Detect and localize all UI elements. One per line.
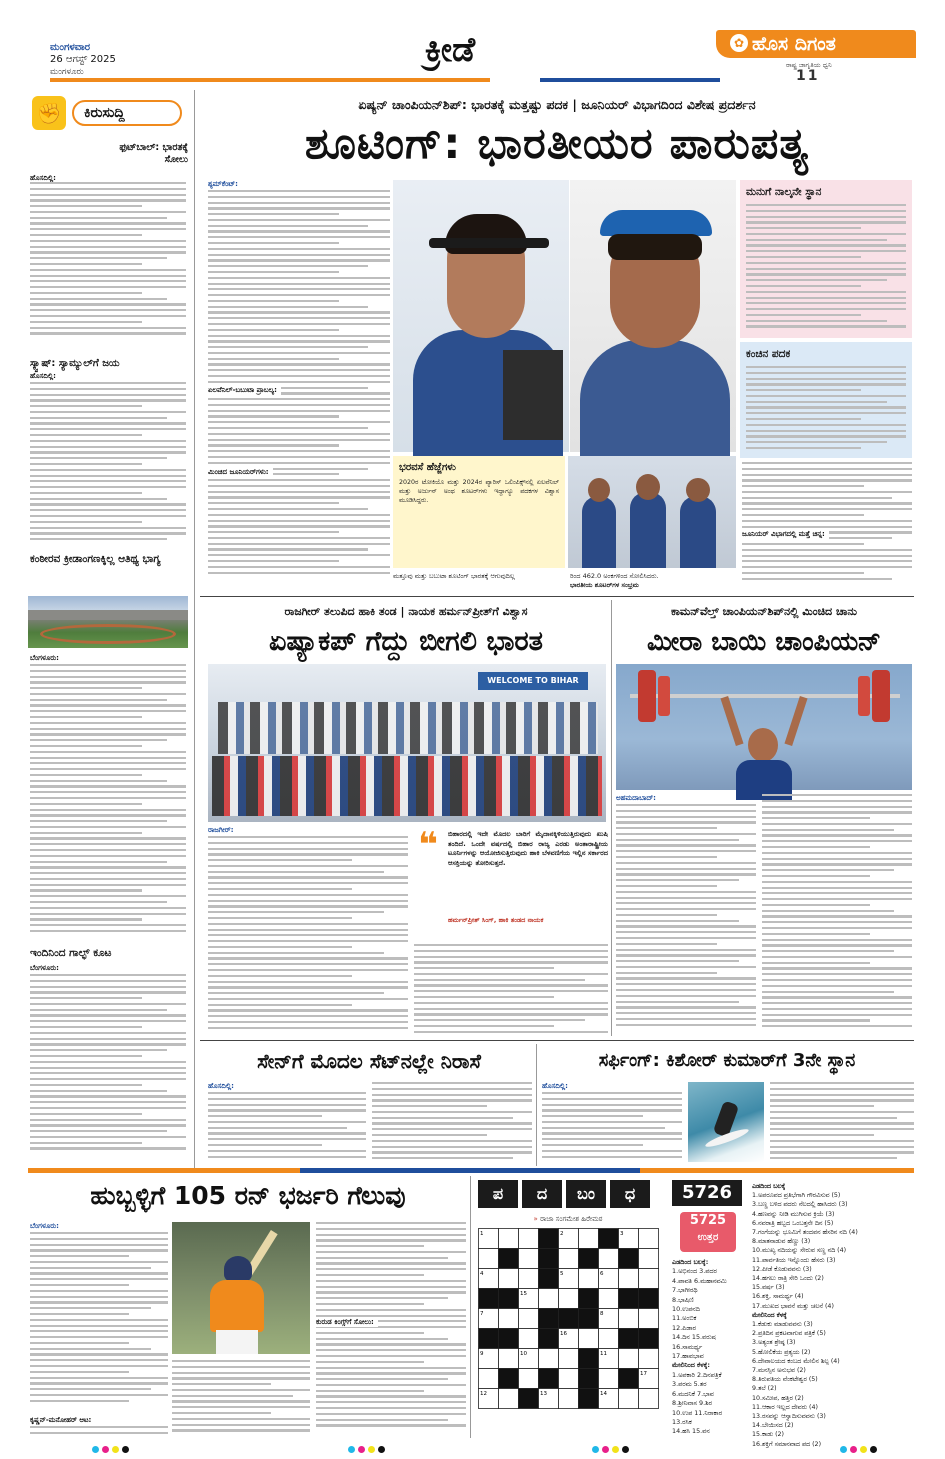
crossword-black-cell [539, 1269, 559, 1289]
shooter-female-cap [600, 210, 712, 236]
section-title: ಕ್ರೀಡೆ [424, 30, 476, 70]
cricket-body-col-1b [30, 1426, 168, 1436]
fist-icon: ✊ [32, 96, 66, 130]
crossword-cell [519, 1309, 539, 1329]
clue-line: 14.ಬೇಯಿಸದ (2) [752, 1422, 794, 1430]
separator-orange [28, 1168, 300, 1173]
crossword-cell [519, 1229, 539, 1249]
answer-line: 11.ಅಂಬಿಕ [672, 1314, 697, 1323]
crossword-cell [519, 1369, 539, 1389]
answer-line: 1.ಅಭಿನಂದ 3.ಪದರ [672, 1267, 717, 1276]
lead-kicker: ಏಷ್ಯನ್ ಚಾಂಪಿಯನ್‌ಶಿಪ್: ಭಾರತಕ್ಕೆ ಮತ್ತಷ್ಟು ಪದಕ | ಜೂನಿಯರ್ ವಿಭಾಗದಿಂದ ವಿಶೇಷ ಪ್ರದರ್ಶನ [358, 97, 756, 112]
shooter-b [630, 492, 666, 568]
answers-list [672, 1258, 750, 1437]
tennis-body-col-2 [372, 1082, 532, 1164]
crossword-cell [559, 1289, 579, 1309]
clue-line: 16.ಶಕ್ತಿಗೆ ಸಮಾನವಾದ ಪದ (2) [752, 1440, 822, 1448]
crossword-cell [559, 1249, 579, 1269]
crossword-cell [639, 1229, 659, 1249]
puzzle-title-letter: ಬಂ [566, 1180, 606, 1208]
answer-line: 16.ಸಾಮರ್ಥ್ಯ [672, 1342, 703, 1351]
team-celebration-photo [568, 456, 736, 568]
shooter-female-body [580, 340, 730, 460]
answer-line: 1.ಅಪಕಾರಿ 2.ದಿನಪತ್ರಿಕೆ [672, 1370, 722, 1379]
crossword-grid [478, 1228, 658, 1412]
shooter-male-visor [429, 238, 549, 248]
crossword-clue-number: 15 [520, 1291, 527, 1297]
cmyk-marks-4 [840, 1446, 877, 1453]
crossword-black-cell [519, 1389, 539, 1409]
side-box-bronze-title: ಕಂಚಿನ ಪದಕ [746, 348, 791, 360]
clue-line: 14.ಹಗಲು ರಾತ್ರಿ ಸೇರಿ ಒಂದು (2) [752, 1275, 824, 1283]
crossword-black-cell [539, 1229, 559, 1249]
crossword-cell [539, 1289, 559, 1309]
separator-blue [300, 1168, 640, 1173]
hockey-headline: ಏಷ್ಯಾಕಪ್ ಗೆದ್ದು ಬೀಗಲಿ ಭಾರತ [269, 626, 543, 657]
crossword-cell [639, 1349, 659, 1369]
answer-line: 8.ಭಾಷಿಣಿ [672, 1295, 694, 1304]
crossword-black-cell [539, 1249, 559, 1269]
stadium-track [40, 624, 176, 644]
city: ಮಂಗಳೂರು [50, 67, 84, 77]
cricketer-jersey [210, 1280, 264, 1332]
crossword-black-cell [639, 1289, 659, 1309]
answer-badge [680, 1212, 736, 1252]
cmyk-marks-1 [92, 1446, 129, 1453]
crossword-clue-number: 1 [480, 1231, 484, 1237]
cricket-subhead-2: ಕುರುಡ ಕಿಂಗ್ಸ್‌ಗೆ ಸೋಲು: [316, 1318, 378, 1327]
quote-author: ಹರ್ಮನ್‌ಪ್ರೀತ್ ಸಿಂಗ್, ಹಾಕಿ ತಂಡದ ನಾಯಕ [448, 916, 544, 924]
clue-line: ಎಡದಿಂದ ಬಲಕ್ಕೆ [752, 1183, 786, 1190]
crossword-cell [619, 1309, 639, 1329]
answer-line: 8.ಶ್ರೀನಿವಾಸ 9.ಶಿರ [672, 1399, 713, 1408]
clue-line: 10.ಸಮೀಪ, ಹತ್ತಿರ (2) [752, 1394, 804, 1402]
crossword-black-cell [619, 1329, 639, 1349]
crossword-cell [599, 1329, 619, 1349]
welcome-banner: WELCOME TO BIHAR [478, 672, 588, 690]
answer-line: 7.ಭಾಗೀರಥಿ [672, 1286, 698, 1295]
clue-line: 9.ತಲೆ (2) [752, 1385, 777, 1393]
masthead [0, 0, 945, 90]
crossword-black-cell [579, 1349, 599, 1369]
crossword-black-cell [599, 1229, 619, 1249]
puzzle-title-letter: ಪ [478, 1180, 518, 1208]
box-highlights-title: ಭರವಸೆ ಹೆಜ್ಜೆಗಳು [399, 462, 456, 473]
clue-line: 11.ಪಾರ್ವತಿಯ ಇನ್ನೊಂದು ಹೆಸರು (3) [752, 1256, 836, 1264]
team-front-row [212, 756, 602, 816]
crossword-cell [579, 1269, 599, 1289]
tennis-dateline: ಹೊಸದಿಲ್ಲಿ: [208, 1082, 234, 1090]
quote-mark-icon: ❝ [418, 825, 438, 865]
lead-headline: ಶೂಟಿಂಗ್: ಭಾರತೀಯರ ಪಾರುಪತ್ಯ [304, 119, 810, 169]
shooter-female-photo [570, 180, 736, 452]
crossword-black-cell [579, 1289, 599, 1309]
answer-line: 10.ಉಪನದಿ [672, 1305, 700, 1314]
cricket-body-col-3 [316, 1222, 466, 1436]
clue-line: ಮೇಲಿನಿಂದ ಕೆಳಕ್ಕೆ [752, 1311, 787, 1319]
crossword-cell [519, 1329, 539, 1349]
answer-line: 10.ಉಪ 11.ನಿರಾಕಾರ [672, 1408, 723, 1417]
plate-left-inner [658, 676, 670, 716]
surfing-body-col-2 [770, 1082, 914, 1164]
crossword-black-cell [619, 1289, 639, 1309]
crossword-cell [499, 1349, 519, 1369]
brief-2-body [30, 382, 186, 546]
side-box-manu-body [746, 204, 906, 334]
stadium-stand [28, 610, 188, 620]
crossword-clue-number: 10 [520, 1351, 527, 1357]
crossword-clue-number: 14 [600, 1391, 607, 1397]
crossword-black-cell [619, 1249, 639, 1269]
surfing-body-col-1 [542, 1092, 682, 1164]
crossword-cell [619, 1389, 639, 1409]
answer-line: 14.ಹಸಿ 15.ವನ [672, 1427, 710, 1436]
crossword-clue-number: 11 [600, 1351, 607, 1357]
lifter-head [748, 728, 778, 762]
side-box-bronze-body [746, 366, 906, 454]
sidebar [28, 90, 188, 1170]
brief-2-lead: ಹೊಸದಿಲ್ಲಿ: [30, 372, 56, 380]
clue-line: 6.ದೇವಾಲಯದ ಕಂಬದ ಮೇಲಿನ ಶಿಲ್ಪ (4) [752, 1357, 840, 1365]
clue-line: 5.ಹೋಲಿಕೆಯ ಪ್ರತ್ಯಯ (2) [752, 1348, 811, 1356]
crossword-cell [559, 1369, 579, 1389]
clue-line: 15.ವರ್ಷ (3) [752, 1284, 785, 1292]
brief-3-lead: ಬೆಂಗಳೂರು: [30, 654, 59, 662]
lifter-arm-right [784, 696, 807, 746]
crossword-cell [519, 1249, 539, 1269]
crossword-black-cell [499, 1369, 519, 1389]
rifle-stock [503, 350, 563, 440]
crossword-cell [619, 1269, 639, 1289]
puzzle-number: 5726 [672, 1180, 742, 1206]
sidebar-label: ಕಿರುಸುದ್ದಿ [84, 105, 125, 121]
hockey-body-col-1 [208, 836, 408, 1034]
crossword-cell [499, 1389, 519, 1409]
clue-line: 7.ಮನಸ್ಸಿನ ಅನುಭವ (2) [752, 1367, 806, 1375]
team-back-row [218, 702, 598, 754]
crossword-cell [559, 1349, 579, 1369]
crossword-cell [579, 1329, 599, 1349]
paper-name: ಹೊಸ ದಿಗಂತ [752, 33, 836, 55]
crossword-black-cell [499, 1249, 519, 1269]
stadium-photo [28, 596, 188, 648]
crossword-cell [639, 1269, 659, 1289]
clue-line: 8.ಮಾತನಾಡುವ ಹೆಣ್ಣು (3) [752, 1238, 811, 1246]
crossword-black-cell [579, 1249, 599, 1269]
separator-orange-2 [640, 1168, 914, 1173]
clue-line: 1.ಕೆಡುಕು ಮಾಡುವವನು (3) [752, 1321, 813, 1329]
side-box-manu [740, 180, 912, 338]
weightlifter-photo [616, 664, 912, 790]
team-photo-caption: ಭಾರತೀಯ ಶೂಟರ್‌ಗಳ ಸಂಭ್ರಮ [570, 581, 639, 589]
answer-line: ಎಡದಿಂದ ಬಲಕ್ಕೆ: [672, 1258, 709, 1266]
lead-bottom-line-left: ಮತ್ತೂವು ಮತ್ತು ಬಬುಟಾ ಶೂಟಿಂಗ್ ಭಾರತಕ್ಕೆ ಆಗುವುದಿಲ್ಲ [393, 572, 515, 580]
brief-1-title: ಫುಟ್‌ಬಾಲ್: ಭಾರತಕ್ಕೆ ಸೋಲು [119, 142, 188, 165]
tennis-headline: ಸೇನ್‌ಗೆ ಮೊದಲ ಸೆಟ್‌ನಲ್ಲೇ ನಿರಾಸೆ [257, 1049, 481, 1073]
page-orange-strip-left [50, 78, 490, 82]
shooter-male-photo [393, 180, 569, 452]
cricketer-photo [172, 1222, 310, 1354]
plate-left-outer [638, 670, 656, 722]
lotus-icon: ✿ [730, 34, 748, 52]
puzzle-title [478, 1180, 658, 1210]
weightlifting-kicker: ಕಾಮನ್‌ವೆಲ್ತ್ ಚಾಂಪಿಯನ್‌ಶಿಪ್‌ನಲ್ಲಿ ಮಿಂಚಿದ ಚಾನು [671, 605, 857, 618]
paper-tagline: ರಾಷ್ಟ್ರ ಜಾಗೃತಿಯ ಧ್ವನಿ [786, 61, 832, 69]
crossword-cell [559, 1389, 579, 1409]
weightlifting-headline: ಮೀರಾ ಬಾಯಿ ಚಾಂಪಿಯನ್ [646, 627, 882, 657]
clue-line: 2.ಪ್ರತಿದಿನ ಪ್ರಕಟವಾಗುವ ಪತ್ರಿಕೆ (5) [752, 1330, 826, 1338]
crossword-black-cell [539, 1369, 559, 1389]
brief-1-lead: ಹೊಸದಿಲ್ಲಿ: [30, 174, 56, 182]
brief-4-title: ಇಂದಿನಿಂದ ಗಾಲ್ಫ್ ಕೂಟ [30, 947, 112, 959]
crossword-black-cell [639, 1329, 659, 1349]
surfing-dateline: ಹೊಸದಿಲ್ಲಿ: [542, 1082, 568, 1090]
crossword-clue-number: 13 [540, 1391, 547, 1397]
brief-3-body [30, 664, 186, 942]
crossword-clue-number: 7 [480, 1311, 484, 1317]
cricket-subhead: ಕೃಷ್ಣನ್-ಮನೋಹರ್ ಆಟ: [30, 1416, 92, 1424]
page-number: 11 [796, 68, 820, 84]
cricketer-pads [216, 1330, 258, 1354]
cricket-body-col-1 [30, 1232, 168, 1410]
crossword-black-cell [539, 1329, 559, 1349]
side-column-body [742, 462, 912, 586]
puzzle-setter-name: ರಾಜಾ ಸಂಗಮೇಶ ಹಿರೇಮಠ [540, 1215, 603, 1223]
box-highlights [393, 456, 565, 568]
lead-bottom-rule [200, 596, 914, 597]
box-highlights-end: ರಿಂದ 462.0 ಅಂಕಗಳಿಂದ ಸೋಲಿಸಿದರು. [570, 572, 659, 580]
brief-3-title: ಕಂಠೀರವ ಕ್ರೀಡಾಂಗಣಕ್ಕಿಲ್ಲ ಆತಿಥ್ಯ ಭಾಗ್ಯ [30, 553, 161, 565]
answer-line: 6.ಮದನಿಕೆ 7.ಭಾವ [672, 1389, 714, 1398]
weightlifting-dateline: ಅಹಮದಾಬಾದ್: [616, 794, 656, 802]
head-b [636, 474, 660, 500]
crossword-cell [639, 1309, 659, 1329]
clue-line: 15.ಕಾಡು (2) [752, 1431, 785, 1439]
crossword-black-cell [579, 1369, 599, 1389]
crossword-black-cell [559, 1309, 579, 1329]
crossword-cell [599, 1369, 619, 1389]
brief-2-title: ಸ್ಕ್ವಾಷ್: ಸ್ಯಾಮ್ಯುಲ್‌ಗೆ ಜಯ [30, 358, 120, 369]
shooter-a [582, 496, 616, 568]
crossword-cell [599, 1249, 619, 1269]
crossword-cell [499, 1229, 519, 1249]
hockey-body-col-2 [414, 944, 608, 1034]
hockey-kicker: ರಾಜಗೀರ್ ತಲುಪಿದ ಹಾಕಿ ತಂಡ | ನಾಯಕ ಹರ್ಮನ್‌ಪ್ರೀತ್‌ಗೆ ವಿಶ್ವಾಸ [284, 605, 528, 618]
crossword-clue-number: 4 [480, 1271, 484, 1277]
answer-number: 5725 [689, 1213, 727, 1228]
answer-line: 4.ಪಾವತಿ 6.ಮಹಾನವಮಿ [672, 1276, 727, 1285]
answer-line: 17.ಹಾವಭಾವ [672, 1352, 704, 1361]
crossword-clue-number: 5 [560, 1271, 564, 1277]
crossword-clue-number: 2 [560, 1231, 564, 1237]
lead-subhead-1: ಏಲವೆನಿಲ್-ಬಬುಟಾ ಪ್ರಾಬಲ್ಯ: [208, 386, 281, 395]
clue-line: 10.ಮುಖ್ಯ ನದಿಯನ್ನು ಸೇರುವ ಸಣ್ಣ ನದಿ (4) [752, 1247, 847, 1255]
crossword-black-cell [479, 1289, 499, 1309]
crossword-clue-number: 9 [480, 1351, 484, 1357]
crossword-clue-number: 8 [600, 1311, 604, 1317]
page-orange-strip-right [540, 78, 720, 82]
crossword-black-cell [579, 1389, 599, 1409]
cmyk-marks-2 [348, 1446, 385, 1453]
cricket-puzzle-divider [470, 1176, 471, 1438]
clue-line: 17.ಮುಖದ ಭಾವನೆ ಮತ್ತು ಚಲನೆ (4) [752, 1302, 834, 1310]
box-highlights-text: 2020ರ ಟೋಕಿಯೊ ಮತ್ತು 2024ರ ಪ್ಯಾರಿಸ್ ಒಲಿಂಪಿಕ್ಸ್‌ನಲ್ಲಿ ಏಲವೆನಿಲ್ ಮತ್ತು ಅರ್ಜುನ್ ಅಂಥ ಶೂಟರ್‌ಗಳು ಇದ್ದಾಗ್ಯೂ ಪದಕಗಳ ವಿಶ್ವಾಸ ಮೂಡಿಸಿದ್ದರು. [399, 479, 559, 504]
crossword-cell [579, 1229, 599, 1249]
lifter-arm-left [720, 696, 743, 746]
crossword-cell [479, 1369, 499, 1389]
brief-4-body [30, 974, 186, 1160]
crossword-cell [499, 1309, 519, 1329]
crossword-black-cell [499, 1329, 519, 1349]
brief-1-body [30, 182, 186, 342]
puzzle-title-letter: ದ [522, 1180, 562, 1208]
answer-label: ಉತ್ತರ [697, 1232, 719, 1243]
clue-line: 12.ಪೀಡೆ ಕೊಡುವವನು (3) [752, 1265, 812, 1273]
crossword-cell [599, 1289, 619, 1309]
sidebar-divider [194, 90, 195, 1170]
hockey-weightlifting-divider [611, 600, 612, 1036]
clues-list [752, 1182, 914, 1448]
side-box-bronze [740, 342, 912, 458]
crossword-black-cell [619, 1369, 639, 1389]
cricket-headline: ಹುಬ್ಬಳ್ಳಿಗೆ 105 ರನ್ ಭರ್ಜರಿ ಗೆಲುವು [90, 1181, 406, 1210]
puzzle-setter [478, 1214, 658, 1224]
crossword-black-cell [579, 1309, 599, 1329]
crossword-cell [539, 1349, 559, 1369]
clue-line: 16.ಶಕ್ತಿ, ಸಾಮರ್ಥ್ಯ (4) [752, 1293, 804, 1301]
sidebar-label-block [28, 90, 188, 134]
crossword-black-cell [499, 1289, 519, 1309]
date: 26 ಆಗಸ್ಟ್ 2025 [50, 54, 116, 65]
paper-logo [716, 30, 916, 82]
crossword-cell [639, 1249, 659, 1269]
cmyk-marks-3 [592, 1446, 629, 1453]
lead-subhead-2: ಮಿಂಚಿದ ಜೂನಿಯರ್‌ಗಳು: [208, 468, 273, 477]
crossword-cell [499, 1269, 519, 1289]
clue-line: 4.ಹಣವನ್ನು ನೀಡಿ ಮುಗಿಸುವ ಕ್ರಿಯೆ (3) [752, 1210, 835, 1218]
head-c [686, 478, 710, 502]
cricket-dateline: ಬೆಂಗಳೂರು: [30, 1222, 59, 1230]
pencil-icon: » [533, 1215, 538, 1223]
weightlifting-body-col-1 [616, 804, 756, 1036]
clue-line: 11.ಆಕಾರ ಇಲ್ಲದ ದೇವರು (4) [752, 1403, 818, 1411]
weightlifting-body-col-2 [762, 794, 912, 1036]
crossword-black-cell [539, 1309, 559, 1329]
clue-line: 8.ತಿರುಪತಿಯ ವೆಂಕಟೇಶ್ವರ (5) [752, 1376, 818, 1384]
cricket-body-col-2 [172, 1360, 310, 1436]
weekday: ಮಂಗಳವಾರ [50, 42, 91, 53]
clue-line: 3.ಅತ್ಯಂತ ಶ್ರೇಷ್ಠ (3) [752, 1339, 796, 1347]
hockey-dateline: ರಾಜಗೀರ್: [208, 826, 234, 834]
answer-line: 12.ಪಿಡಾರ [672, 1323, 696, 1332]
answer-line: 3.ಪರಮ 5.ತರ [672, 1380, 707, 1389]
lead-dateline: ಶ್ಯಮ್‌ಕೆಂಟ್: [208, 180, 238, 188]
head-a [588, 478, 610, 502]
surfing-headline: ಸರ್ಫಿಂಗ್: ಕಿಶೋರ್ ಕುಮಾರ್‌ಗೆ 3ನೇ ಸ್ಥಾನ [598, 1050, 856, 1071]
clue-line: 3.ಬಣ್ಣ ಬಳಿದ ಪದರು ನೆಲದಲ್ಲಿ ಹಾಸಿದರು (3) [752, 1201, 848, 1209]
date-block [50, 42, 170, 78]
crossword-clue-number: 6 [600, 1271, 604, 1277]
crossword-clue-number: 16 [560, 1331, 567, 1337]
brief-4-lead: ಬೆಂಗಳೂರು: [30, 964, 59, 972]
tennis-surfing-divider [536, 1044, 537, 1166]
hockey-team-photo [208, 664, 606, 822]
answer-line: ಮೇಲಿನಿಂದ ಕೆಳಕ್ಕೆ: [672, 1361, 710, 1370]
tennis-body-col-1 [208, 1092, 366, 1164]
shooter-c [680, 496, 716, 568]
cricketer-helmet [224, 1256, 252, 1282]
answer-line: 13.ರಸಿಕ [672, 1417, 692, 1426]
mid-rule [200, 1040, 914, 1041]
side-box-manu-title: ಮನುಗೆ ನಾಲ್ಕನೇ ಸ್ಥಾನ [746, 186, 822, 198]
answer-line: 14.ದಿನ 15.ವರುಷ [672, 1333, 716, 1342]
plate-right-outer [872, 670, 890, 722]
crossword-clue-number: 17 [640, 1371, 647, 1377]
clue-line: 1.ಅಪರೂಪದ ಪ್ರತಿಭೆಗಾಗಿ ಗೌರವಿಸುವ (5) [752, 1192, 841, 1200]
crossword-cell [639, 1389, 659, 1409]
clue-line: 13.ರಸವನ್ನು ಆಸ್ವಾದಿಸುವವನು (3) [752, 1413, 826, 1421]
crossword-cell [619, 1349, 639, 1369]
hockey-quote: ಬಿಹಾರದಲ್ಲಿ ಇದೇ ಮೊದಲ ಬಾರಿಗೆ ಮೈದಾನಕ್ಕಿಳಿಯುತ್ತಿರುವುದು ಖುಷಿ ತಂದಿದೆ. ಒಂದೇ ವರ್ಷದಲ್ಲಿ ಬಿಹಾರ ರಾಜ್ಯ ಎರಡು ಅಂತಾರಾಷ್ಟ್ರೀಯ ಟೂರ್ನಿಗಳನ್ನು ಆಯೋಜಿಸುತ್ತಿರುವುದು ಹಾಕಿ ಬೆಳವಣಿಗೆಯ ಇಲ್ಲಿನ ಸರ್ಕಾರದ ಆಸಕ್ತಿಯನ್ನು ತೋರಿಸುತ್ತದೆ. [448, 830, 608, 867]
clue-line: 7.ಗಂಗೆಯನ್ನು ಭೂಮಿಗೆ ತಂದವನ ಹೆಸರಿನ ನದಿ (4) [752, 1229, 858, 1237]
clue-line: 6.ನವರಾತ್ರಿ ಹಬ್ಬದ ಒಂಬತ್ತನೇ ದಿನ (5) [752, 1219, 834, 1227]
hockey-quote-box [414, 826, 610, 938]
crossword-cell [519, 1269, 539, 1289]
side-column-subhead: ಜೂನಿಯರ್ ವಿಭಾಗದಲ್ಲಿ ಮತ್ತೆ ಚಿನ್ನ: [742, 530, 829, 539]
shooter-female-hair [608, 234, 702, 260]
crossword-clue-number: 3 [620, 1231, 624, 1237]
puzzle-title-letter: ಧ [610, 1180, 650, 1208]
shooter-male-hair [445, 214, 527, 254]
crossword-cell [479, 1249, 499, 1269]
plate-right-inner [858, 676, 870, 716]
crossword-clue-number: 12 [480, 1391, 487, 1397]
crossword-black-cell [479, 1329, 499, 1349]
surfer-photo [688, 1082, 764, 1162]
